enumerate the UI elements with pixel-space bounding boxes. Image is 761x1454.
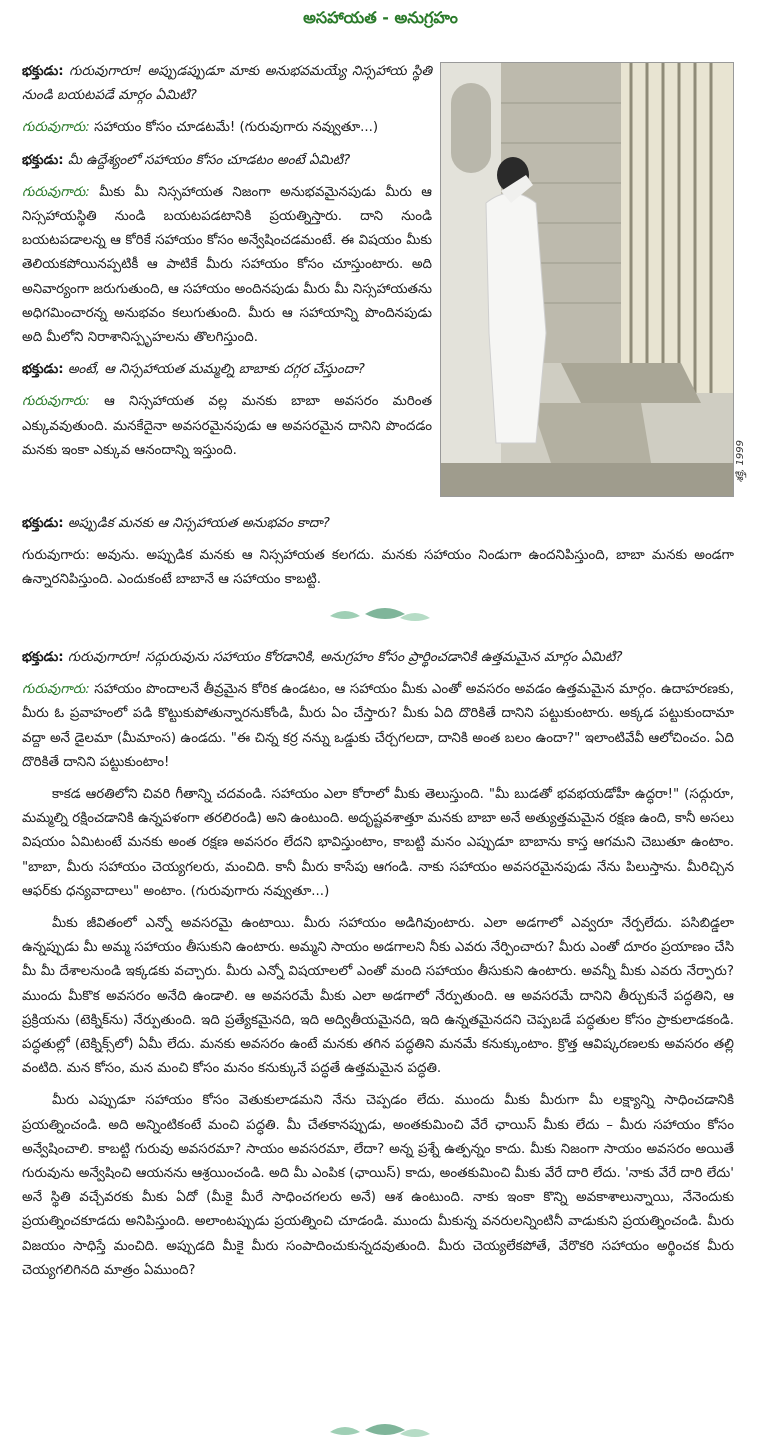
- photo-credit: శక్తి, 1999: [735, 440, 746, 483]
- question: భక్తుడు: గురువుగారూ! అప్పుడప్పుడూ మాకు అనుభవమయ్యే నిస్సహాయ స్థితి నుండి బయటపడే మార్గం ఏమిటి?: [22, 64, 432, 104]
- photo-illustration: [441, 63, 733, 496]
- answer: గురువుగారు: సహాయం కోసం చూడటమే! (గురువుగారు నవ్వుతూ...): [22, 120, 379, 136]
- question: భక్తుడు: గురువుగారూ! సద్గురువును సహాయం కోరడానికి, అనుగ్రహం కోసం ప్రార్థించడానికి ఉత్తమమైన మార్గం ఏమిటి?: [22, 650, 623, 665]
- paragraph: మీరు ఎప్పుడూ సహాయం కోసం వెతుకులాడమని నేను చెప్పడం లేదు. ముందు మీకు మీరుగా మీ లక్ష్యాన్ని సాధించడానికి ప్రయత్నించండి. అది అన్నింటికంటే మంచి పద్ధతి. మీ చేతకానప్పుడు, అంతకుమించి వేరే ఛాయిస్ మీకు లేదు – మీరు సహాయం కోసం అన్వేషించాలి. కాబట్టి గురువు అవసరమా? సాయం అవసరమా, లేదా? అన్న ప్రశ్నే ఉత్పన్నం కాదు. మీకు నిజంగా సాయం అవసరం అయితే గురువును అన్వేషించి ఆయనను ఆశ్రయించండి. అది మీ ఎంపిక (ఛాయిస్) కాదు, అంతకుమించి మీకు వేరే దారి లేదు. 'నాకు వేరే దారి లేదు' అనే స్థితి వచ్చేవరకు మీకు ఏదో (మీకై మీరే సాధించగలరు అనే) ఆశ ఉంటుంది. నాకు ఇంకా కొన్ని అవకాశాలున్నాయి, నేనెందుకు ప్రయత్నించకూడదు అనిపిస్తుంది. అలాంటప్పుడు ప్రయత్నించి చూడండి. ముందు మీకున్న వనరులన్నింటినీ వాడుకుని ప్రయత్నించండి. మీరు విజయం సాధిస్తే మంచిది. అప్పుడది మీకై మీరు సంపాదించుకున్నదవుతుంది. మీరు చెయ్యలేకపోతే, వేరొకరి సహాయం అర్థించక మీరు చెయ్యగలిగినది మాత్రం ఏముంది?: [22, 1093, 734, 1278]
- question: భక్తుడు: అంటే, ఆ నిస్సహాయత మమ్మల్ని బాబాకు దగ్గర చేస్తుందా?: [22, 362, 365, 378]
- page-title: అసహాయత - అనుగ్రహం: [303, 8, 458, 27]
- leaf-divider-icon: [320, 1418, 440, 1442]
- question: భక్తుడు: అప్పుడిక మనకు ఆ నిస్సహాయత అనుభవం కాదా?: [22, 516, 330, 531]
- answer: గురువుగారు: సహాయం పొందాలనే తీవ్రమైన కోరిక ఉండటం, ఆ సహాయం మీకు ఎంతో అవసరం అవడం ఉత్తమమైన మార్గం. ఉదాహరణకు, మీరు ఓ ప్రవాహంలో పడి కొట్టుకుపోతున్నారనుకోండి, మీరు ఏం చేస్తారు? మీకు ఏది దొరికితే దానిని పట్టుకుంటారు. అక్కడ పట్టుకుందామా వద్దా అనే డైలమా (మీమాంస) ఉండదు. "ఈ చిన్న కర్ర నన్ను ఒడ్డుకు చేర్చగలదా, దానికి అంత బలం ఉందా?" ఇలాంటివేవీ ఆలోచించం. ఏది దొరికితే దానిని పట్టుకుంటాం!: [22, 682, 734, 770]
- paragraph: కాకడ ఆరతిలోని చివరి గీతాన్ని చదవండి. సహాయం ఎలా కోరాలో మీకు తెలుస్తుంది. "మీ బుడతో భవభయడోహీ ఉద్ధరా!" (సద్గురూ, మమ్మల్ని రక్షించడానికి ఉన్నపళంగా తరలిరండి) అని ఉంటుంది. అదృష్టవశాత్తూ మనకు బాబా అనే అత్యుత్తమమైన రక్షణ ఉంది, కానీ అసలు విషయం ఏమిటంటే మనకు అంత రక్షణ అవసరం లేదని భావిస్తుంటాం, కాబట్టి మనం ఎప్పుడూ బాబాను కాస్త ఆగమని చెబుతూ ఉంటాం. "బాబా, మీరు సహాయం చెయ్యగలరు, మంచిది. కానీ మీరు కాసేపు ఆగండి. నాకు సహాయం అవసరమైనపుడు నేను పిలుస్తాను. మీరిచ్చిన ఆఫర్‌కు ధన్యవాదాలు" అంటాం. (గురువుగారు నవ్వుతూ...): [22, 787, 734, 899]
- section2: [22, 646, 734, 1291]
- plain-answer: గురువుగారు: అవును. అప్పుడిక మనకు ఆ నిస్సహాయత కలగదు. మనకు సహాయం నిండుగా ఉందనిపిస్తుంది, బాబా మనకు అండగా ఉన్నారనిపిస్తుంది. ఎందుకంటే బాబానే ఆ సహాయం కాబట్టి.: [22, 548, 734, 588]
- section1-column: [22, 60, 432, 471]
- devotee-photo: [440, 62, 734, 497]
- section1-continued: [22, 512, 734, 601]
- question: భక్తుడు: మీ ఉద్దేశ్యంలో సహాయం కోసం చూడటం అంటే ఏమిటి?: [22, 152, 351, 168]
- paragraph: మీకు జీవితంలో ఎన్నో అవసరమై ఉంటాయి. మీరు సహాయం అడిగివుంటారు. ఎలా అడగాలో ఎవ్వరూ నేర్పలేదు. పసిబిడ్డలా ఉన్నప్పుడు మీ అమ్మ సహాయం తీసుకుని ఉంటారు. అమ్మని సాయం అడగాలని నీకు ఎవరు నేర్పించారు? మీరు ఎంతో దూరం ప్రయాణం చేసి మీ మీ దేశాలనుండి ఇక్కడకు వచ్చారు. మీరు ఎన్నో విషయాలలో ఎంతో మంది సహాయం తీసుకుని ఉంటారు. అవన్నీ మీకు ఎవరు నేర్పారు? ముందు మీకొక అవసరం అనేది ఉండాలి. ఆ అవసరమే మీకు ఎలా అడగాలో నేర్పుతుంది. ఆ అవసరమే దానిని తీర్చుకునే పద్ధతిని, ఆ ప్రక్రియను (టెక్నిక్‌ను) నేర్పుతుంది. ఇది ప్రత్యేకమైనది, ఇది అద్వితీయమైనది, ఇది ఉన్నతమైనదని చెప్పబడే పద్ధతుల కోసం ప్రాకులాడకండి. పద్ధతుల్లో (టెక్నిక్స్‌లో) ఏమీ లేదు. మనకు అవసరం ఉంటే మనకు తగిన పద్ధతిని మనమే కనుక్కుంటాం. క్రొత్త ఆవిష్కరణలకు అవసరం తల్లి వంటిది. మన కోసం, మన మంచి కోసం మనం కనుక్కునే పద్ధతే ఉత్తమమైన పద్ధతి.: [22, 916, 734, 1077]
- answer: గురువుగారు: ఆ నిస్సహాయత వల్ల మనకు బాబా అవసరం మరింత ఎక్కువవుతుంది. మనకేదైనా అవసరమైనపుడు ఆ అవసరమైన దానిని పొందడం మనకు ఇంకా ఎక్కువ ఆనందాన్ని ఇస్తుంది.: [22, 394, 432, 458]
- leaf-divider-icon: [320, 602, 440, 626]
- answer: గురువుగారు: మీకు మీ నిస్సహాయత నిజంగా అనుభవమైనపుడు మీరు ఆ నిస్సహాయస్థితి నుండి బయటపడటానికి ప్రయత్నిస్తారు. దాని నుండి బయటపడాలన్న ఆ కోరికే సహాయం కోసం అన్వేషించడమంటే. ఈ విషయం మీకు తెలియకపోయినప్పటికీ ఆ పాటికే మీరు సహాయం కోసం చూస్తుంటారు. అది అనివార్యంగా జరుగుతుంది, ఆ సహాయం అందినపుడు మీరు మీ నిస్సహాయతను అధిగమించారన్న అనుభవం కలుగుతుంది. మీరు ఆ సహాయాన్ని పొందినపుడు అది మీలోని నిరాశానిస్పృహలను తొలగిస్తుంది.: [22, 184, 432, 346]
